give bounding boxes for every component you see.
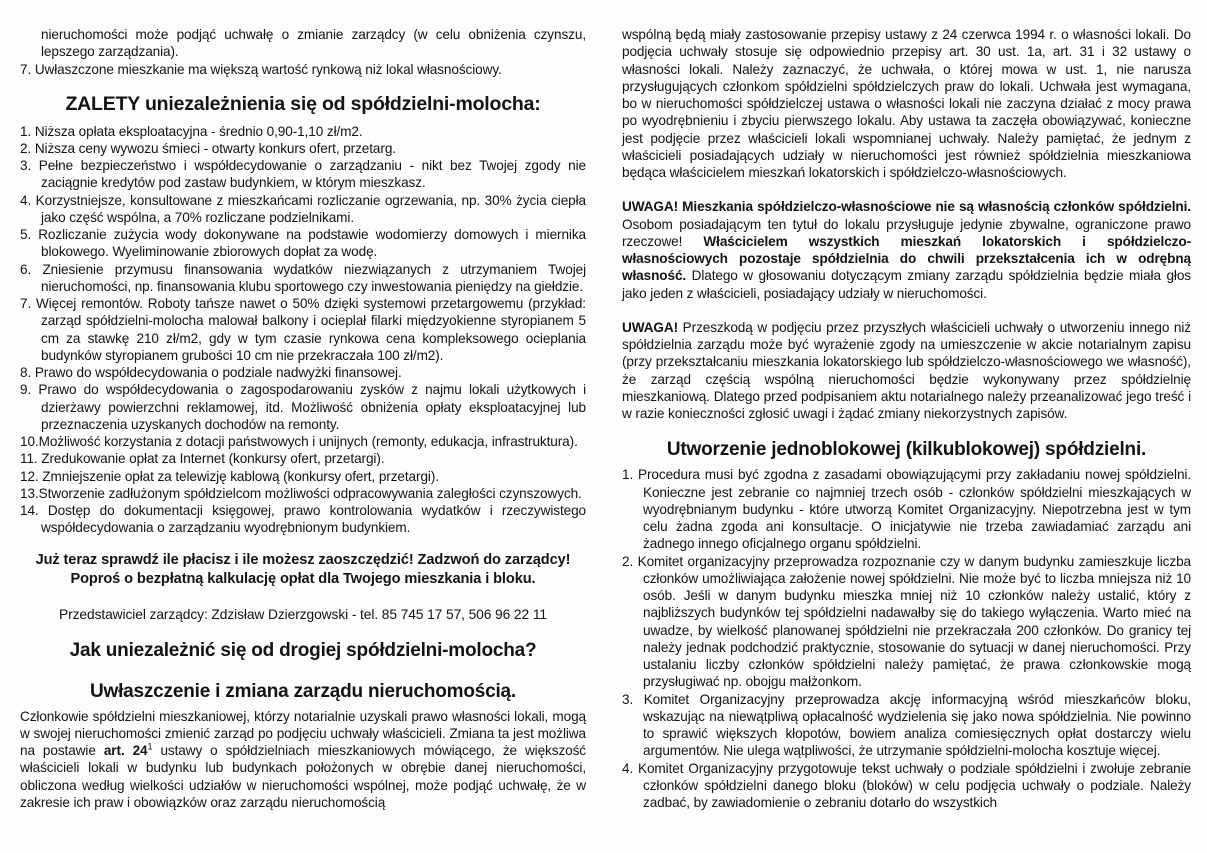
heading-creating-cooperative: Utworzenie jednoblokowej (kilkublokowej) spółdzielni. <box>666 439 1147 461</box>
list-item: 8. Prawo do współdecydowania o podziale nadwyżki finansowej. <box>20 365 402 380</box>
list-item: 1. Procedura musi być zgodna z zasadami obowiązującymi przy zakładaniu nowej spółdzielni. Konieczne jest zebranie co najmniej trzech osób - członków spółdzielni mieszkających w wyodrębnianym budynku - które utworzą Komitet Organizacyjny. Niepotrzebna jest w tym celu żadna zgoda ani konsultacje. O inicjatywie nie trzeba zawiadamiać zarządu ani żadnego innego oficjalnego organu spółdzielni. <box>622 467 1191 552</box>
list-item: 4. Korzystniejsze, konsultowane z mieszkańcami rozliczanie ogrzewania, np. 30% życia ciepła jako część wspólna, a 70% rozliczane podzielnikami. <box>20 192 586 225</box>
list-item: 2. Komitet organizacyjny przeprowadza rozpoznanie czy w danym budynku zamieszkuje liczba członków umożliwiająca założenie nowej spółdzielni. Nie może być to liczba mniejsza niż 10 osób. Jeśli w danym budynku mieszka mniej niż 10 członków należy ustalić, który z najbliższych budynków tej spółdzielni nadawałby się do takiego wyłączenia. Warto mieć na uwadze, by wielkość planowanej spółdzielni nie przekraczała 200 członków. Do granicy tej należy jednak podchodzić praktycznie, stosowanie do sytuacji w danej nieruchomości. Przy ustalaniu liczby członków spółdzielni należy pamiętać, że prawa członkowskie mogą przysługiwać np. obojgu małżonkom. <box>622 553 1191 690</box>
list-item: 7. Więcej remontów. Roboty tańsze nawet o 50% dzięki systemowi przetargowemu (przykład: zarząd spółdzielni-molocha malował balkony i ocieplał filarki międzyokienne styropianem 5 cm za stawkę 210 zł/m2, gdy w tym czasie rynkowa cena kompleksowego ocieplania budynków styropianem grubości 10 cm nie przekraczała 100 zł/m2). <box>20 296 586 363</box>
paragraph-ownership-superscript: 1 <box>147 741 153 752</box>
list-item-7-previous-section: 7. Uwłaszczone mieszkanie ma większą wartość rynkową niż lokal własnościowy. <box>20 61 502 77</box>
paragraph-ownership-text-post: ustawy o spółdzielniach mieszkaniowych mówiącego, że większość właścicieli lokali w budynku lub budynkach położonych w obrębie danej nieruchomości, obliczona według wielkości udziałów w nieruchomości wspólnej, może podjąć uchwałę, że w zakresie ich praw i obowiązków oraz zarządu nieruchomością <box>20 743 586 810</box>
paragraph-warning-ownership <box>622 198 1191 302</box>
warning1-text-2: Dlatego w głosowaniu dotyczącym zmiany zarządu spółdzielnia będzie miała głos jako jeden z właścicieli, posiadający udziały w nieruchomości. <box>622 268 1191 301</box>
warning2-text: Przeszkodą w podjęciu przez przyszłych właścicieli uchwały o utworzeniu innego niż spółdzielnia zarządu może być wyrażenie zgody na umieszczenie w akcie notarialnym zapisu (przy przekształcaniu mieszkania lokatorskiego lub spółdzielczo-własnościowego we własność), że zarząd częścią wspólną nieruchomości będzie wykonywany przez spółdzielnię mieszkaniową. Dlatego przed podpisaniem aktu notarialnego należy przeanalizować jego treść i w razie konieczności zgłosić uwagi i żądać zmiany niekorzystnych zapisów. <box>622 319 1191 421</box>
right-column <box>622 26 1191 811</box>
list-item: 9. Prawo do współdecydowania o zagospodarowaniu zysków z najmu lokali użytkowych i dzierżawy powierzchni reklamowej, itd. Możliwość obniżenia opłaty eksploatacyjnej lub przeznaczenia uzyskanych dochodów na remonty. <box>20 382 586 432</box>
warning2-bold-lead: UWAGA! <box>622 319 679 335</box>
paragraph-warning-notarial <box>622 319 1191 423</box>
call-to-action-line2: Poproś o bezpłatną kalkulację opłat dla Twojego mieszkania i bloku. <box>70 571 536 588</box>
paragraph-law-1994: wspólną będą miały zastosowanie przepisy ustawy z 24 czerwca 1994 r. o własności lokali. Do podjęcia uchwały stosuje się odpowiednio przepisy art. 30 ust. 1a, art. 31 i 32 ustawy o własności lokali. Należy zaznaczyć, że uchwała, o której mowa w ust. 1, nie narusza przysługujących członkom spółdzielni spółdzielczych praw do lokali. Uchwała jest wymagana, bo w nieruchomości spółdzielczej ustawa o własności lokali nie zaczyna działać z mocy prawa po wyodrębnieniu i zbyciu pierwszego lokalu. Aby ustawa ta zaczęła obowiązywać, konieczne jest podjęcie przez właścicieli lokali wspomnianej uchwały. Należy pamiętać, że jednym z właścicieli posiadających udziały w nieruchomości jest również spółdzielnia mieszkaniowa będąca właścicielem mieszkań lokatorskich i spółdzielczo-własnościowych. <box>622 27 1191 180</box>
list-item: 3. Komitet Organizacyjny przeprowadza akcję informacyjną wśród mieszkańców bloku, wskazując na niewątpliwą opłacalność wydzielenia się jako nowa spółdzielnia. Nie powinno to sprawić większych kłopotów, bowiem analiza comiesięcznych opłat dostarczy wielu argumentów. Nie ulega wątpliwości, że utrzymanie spółdzielni-molocha kosztuje więcej. <box>622 691 1191 759</box>
heading-advantages: ZALETY uniezależnienia się od spółdzielni-molocha: <box>65 92 541 115</box>
creation-steps-list <box>622 466 1191 811</box>
list-item: 1. Niższa opłata eksploatacyjna - średnio 0,90-1,10 zł/m2. <box>20 123 363 139</box>
list-item: 14. Dostęp do dokumentacji księgowej, prawo kontrolowania wydatków i rzeczywistego współdecydowania o zarządzaniu wyodrębnionym budynkiem. <box>20 503 586 536</box>
heading-ownership-and-management-change: Uwłaszczenie i zmiana zarządu nieruchomością. <box>89 680 517 702</box>
left-column <box>20 26 586 811</box>
representative-contact: Przedstawiciel zarządcy: Zdzisław Dzierzgowski - tel. 85 745 17 57, 506 96 22 11 <box>59 606 547 622</box>
heading-how-to-become-independent: Jak uniezależnić się od drogiej spółdzielni-molocha? <box>69 640 537 662</box>
warning1-bold-owner: Właścicielem wszystkich mieszkań lokatorskich i spółdzielczo-własnościowych pozostaje spółdzielnia do chwili przekształcenia ich w odrębną własność. <box>622 233 1192 284</box>
paragraph-ownership <box>20 708 586 812</box>
paragraph-ownership-text-pre: Członkowie spółdzielni mieszkaniowej, którzy notarialnie uzyskali prawo własności lokali, mogą w swojej nieruchomości zmienić zarząd po podjęciu uchwały właścicieli. Zmiana ta jest możliwa na postawie <box>20 708 586 759</box>
list-item: 3. Pełne bezpieczeństwo i współdecydowanie o zarządzaniu - nikt bez Twojej zgody nie zaciągnie kredytów pod zastaw budynkiem, w którym mieszkasz. <box>20 158 586 191</box>
call-to-action <box>20 551 586 590</box>
list-item: 2. Niższa ceny wywozu śmieci - otwarty konkurs ofert, przetarg. <box>20 140 396 156</box>
list-item: 13.Stworzenie zadłużonym spółdzielcom możliwości odpracowywania zaległości czynszowych. <box>20 485 582 501</box>
warning1-text-1: Osobom posiadającym ten tytuł do lokalu przysługuje jedynie zbywalne, ograniczone prawo rzeczowe! <box>622 216 1191 249</box>
warning1-bold-lead: UWAGA! Mieszkania spółdzielczo-własnościowe nie są własnością członków spółdzielni. <box>622 199 1191 215</box>
list-item: 5. Rozliczanie zużycia wody dokonywane na podstawie wodomierzy domowych i miernika blokowego. Wyeliminowanie zbiorowych dopłat za wodę. <box>20 227 586 260</box>
list-item: 12. Zmniejszenie opłat za telewizję kablową (konkursy ofert, przetargi). <box>20 468 439 484</box>
list-item: 10.Możliwość korzystania z dotacji państwowych i unijnych (remonty, edukacja, infrastruktura). <box>20 434 578 449</box>
list-item: 6. Zniesienie przymusu finansowania wydatków niezwiązanych z utrzymaniem Twojej nieruchomości, np. finansowania klubu sportowego czy inwestowania pieniędzy na giełdzie. <box>20 261 586 294</box>
advantages-list <box>20 123 586 537</box>
list-item: 11. Zredukowanie opłat za Internet (konkursy ofert, przetargi). <box>20 451 385 467</box>
call-to-action-line1: Już teraz sprawdź ile płacisz i ile możesz zaoszczędzić! Zadzwoń do zarządcy! <box>35 551 571 568</box>
list-item: 4. Komitet Organizacyjny przygotowuje tekst uchwały o podziale spółdzielni i zwołuje zebranie członków spółdzielni danego bloku (bloków) w celu podjęcia uchwały o podziale. Należy zadbać, by zawiadomienie o zebraniu dotarło do wszystkich <box>622 760 1191 811</box>
paragraph-continuation: nieruchomości może podjąć uchwałę o zmianie zarządcy (w celu obniżenia czynszu, lepszego zarządzania). <box>41 27 586 60</box>
paragraph-ownership-article-ref: art. 24 <box>103 743 148 759</box>
